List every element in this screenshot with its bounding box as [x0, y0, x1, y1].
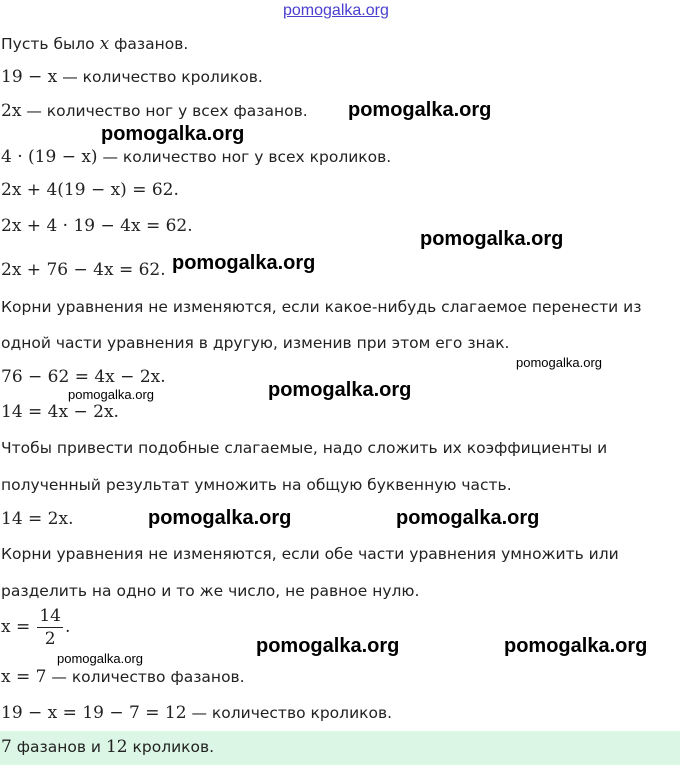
- rule-transfer-line-1: Корни уравнения не изменяются, если какое-нибудь слагаемое перенести из: [1, 298, 642, 316]
- line-rabbits-expr: 19 − x — количество кроликов.: [1, 67, 263, 87]
- watermark: pomogalka.org: [101, 123, 245, 145]
- equation-4: 76 − 62 = 4x − 2x.: [1, 367, 166, 387]
- rule-like-terms-line-2: полученный результат умножить на общую буквенную часть.: [1, 476, 512, 494]
- line-let-x: Пусть было x фазанов.: [1, 34, 189, 54]
- equation-3: 2x + 76 − 4x = 62.: [1, 260, 166, 280]
- watermark: pomogalka.org: [516, 355, 602, 370]
- rule-divide-line-1: Корни уравнения не изменяются, если обе части уравнения умножить или: [1, 545, 619, 563]
- watermark: pomogalka.org: [396, 507, 540, 529]
- equation-fraction: x = $\frac{14}{2}$ .: [1, 606, 71, 649]
- watermark: pomogalka.org: [172, 252, 316, 274]
- line-rabbit-legs: 4 · (19 − x) — количество ног у всех кроликов.: [1, 147, 392, 167]
- equation-2: 2x + 4 · 19 − 4x = 62.: [1, 216, 193, 236]
- watermark: pomogalka.org: [268, 379, 412, 401]
- watermark: pomogalka.org: [504, 635, 648, 657]
- site-link-watermark[interactable]: pomogalka.org: [283, 2, 389, 19]
- equation-6: 14 = 2x.: [1, 509, 74, 529]
- rule-divide-line-2: разделить на одно и то же число, не равное нулю.: [1, 582, 420, 600]
- rule-transfer-line-2: одной части уравнения в другую, изменив при этом его знак.: [1, 334, 510, 352]
- fraction: $\frac{14}{2}$: [39, 606, 61, 649]
- rule-like-terms-line-1: Чтобы привести подобные слагаемые, надо сложить их коэффициенты и: [1, 439, 608, 457]
- watermark: pomogalka.org: [68, 387, 154, 402]
- equation-5: 14 = 4x − 2x.: [1, 402, 119, 422]
- equation-1: 2x + 4(19 − x) = 62.: [1, 180, 179, 200]
- line-pheasant-legs: 2x — количество ног у всех фазанов.: [1, 101, 308, 121]
- answer-box: [0, 731, 680, 765]
- answer-text: 7 фазанов и 12 кроликов.: [1, 737, 215, 757]
- watermark: pomogalka.org: [57, 651, 143, 666]
- watermark: pomogalka.org: [148, 507, 292, 529]
- watermark: pomogalka.org: [420, 228, 564, 250]
- watermark: pomogalka.org: [348, 99, 492, 121]
- line-rabbit-count: 19 − x = 19 − 7 = 12 — количество кроликов.: [1, 703, 393, 723]
- line-pheasant-count: x = 7 — количество фазанов.: [1, 667, 245, 687]
- watermark: pomogalka.org: [256, 635, 400, 657]
